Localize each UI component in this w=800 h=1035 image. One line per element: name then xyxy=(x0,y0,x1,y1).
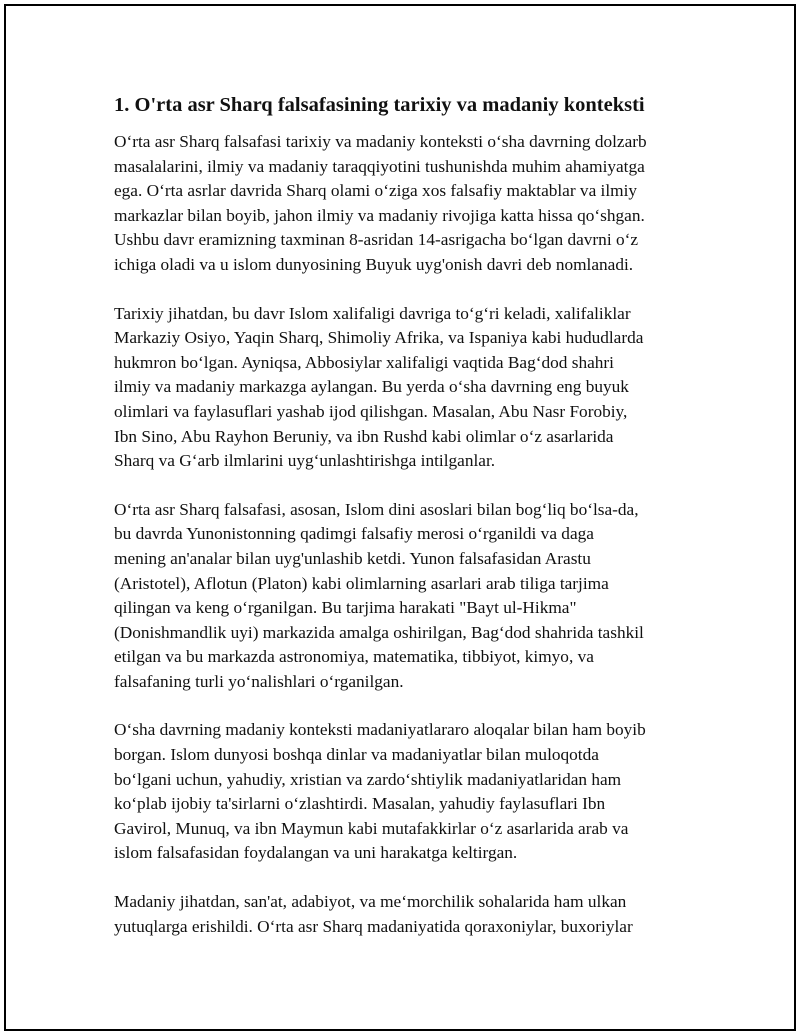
text-line: borgan. Islom dunyosi boshqa dinlar va madaniyatlar bilan muloqotda xyxy=(114,745,599,765)
text-line: Sharq va G‘arb ilmlarini uyg‘unlashtirishga intilganlar. xyxy=(114,451,496,471)
text-line: hukmron bo‘lgan. Ayniqsa, Abbosiylar xalifaligi vaqtida Bag‘dod shahri xyxy=(114,352,614,372)
text-line: yutuqlarga erishildi. O‘rta asr Sharq madaniyatida qoraxoniylar, buxoriylar xyxy=(114,916,633,936)
text-line: mening an'analar bilan uyg'unlashib ketdi. Yunon falsafasidan Arastu xyxy=(114,548,591,568)
text-line: olimlari va faylasuflari yashab ijod qilishgan. Masalan, Abu Nasr Forobiy, xyxy=(114,401,628,421)
text-line: Gavirol, Munuq, va ibn Maymun kabi mutafakkirlar o‘z asarlarida arab va xyxy=(114,818,629,838)
text-line: markazlar bilan boyib, jahon ilmiy va madaniy rivojiga katta hissa qo‘shgan. xyxy=(114,205,645,225)
text-line: (Donishmandlik uyi) markazida amalga oshirilgan, Bag‘dod shahrida tashkil xyxy=(114,622,644,642)
text-line: Tarixiy jihatdan, bu davr Islom xalifaligi davriga to‘g‘ri keladi, xalifaliklar xyxy=(114,303,631,323)
text-line: bo‘lgani uchun, yahudiy, xristian va zardo‘shtiylik madaniyatlaridan ham xyxy=(114,769,622,789)
paragraph-5 xyxy=(114,890,694,939)
text-line: O‘rta asr Sharq falsafasi tarixiy va madaniy konteksti o‘sha davrning dolzarb xyxy=(114,132,647,151)
text-line: O‘sha davrning madaniy konteksti madaniyatlararo aloqalar bilan ham boyib xyxy=(114,720,646,740)
text-line: masalalarini, ilmiy va madaniy taraqqiyotini tushunishda muhim ahamiyatga xyxy=(114,156,645,176)
text-line: islom falsafasidan foydalangan va uni harakatga keltirgan. xyxy=(114,843,518,863)
document-body xyxy=(114,92,694,963)
text-line: ega. O‘rta asrlar davrida Sharq olami o‘ziga xos falsafiy maktablar va ilmiy xyxy=(114,181,638,201)
text-line: bu davrda Yunonistonning qadimgi falsafiy merosi o‘rganildi va daga xyxy=(114,524,594,544)
text-line: Ushbu davr eramizning taxminan 8-asridan 14-asrigacha bo‘lgan davrni o‘z xyxy=(114,230,639,250)
text-line: Markaziy Osiyo, Yaqin Sharq, Shimoliy Afrika, va Ispaniya kabi hududlarda xyxy=(114,328,644,348)
text-line: falsafaning turli yo‘nalishlari o‘rganilgan. xyxy=(114,671,404,691)
text-line: Ibn Sino, Abu Rayhon Beruniy, va ibn Rushd kabi olimlar o‘z asarlarida xyxy=(114,426,614,446)
text-line: O‘rta asr Sharq falsafasi, asosan, Islom dini asoslari bilan bog‘liq bo‘lsa-da, xyxy=(114,499,639,519)
text-line: ko‘plab ijobiy ta'sirlarni o‘zlashtirdi. Masalan, yahudiy faylasuflari Ibn xyxy=(114,794,606,814)
text-line: ilmiy va madaniy markazga aylangan. Bu yerda o‘sha davrning eng buyuk xyxy=(114,377,629,397)
paragraph-1 xyxy=(114,130,694,278)
text-line: (Aristotel), Aflotun (Platon) kabi olimlarning asarlari arab tiliga tarjima xyxy=(114,573,609,593)
section-heading: 1. O'rta asr Sharq falsafasining tarixiy va madaniy konteksti xyxy=(114,94,645,116)
paragraph-3 xyxy=(114,498,694,695)
paragraph-4 xyxy=(114,718,694,866)
paragraph-2 xyxy=(114,302,694,474)
text-line: ichiga oladi va u islom dunyosining Buyuk uyg'onish davri deb nomlanadi. xyxy=(114,254,634,274)
text-line: etilgan va bu markazda astronomiya, matematika, tibbiyot, kimyo, va xyxy=(114,647,594,667)
text-line: qilingan va keng o‘rganilgan. Bu tarjima harakati "Bayt ul-Hikma" xyxy=(114,598,577,618)
text-line: Madaniy jihatdan, san'at, adabiyot, va me‘morchilik sohalarida ham ulkan xyxy=(114,892,627,912)
